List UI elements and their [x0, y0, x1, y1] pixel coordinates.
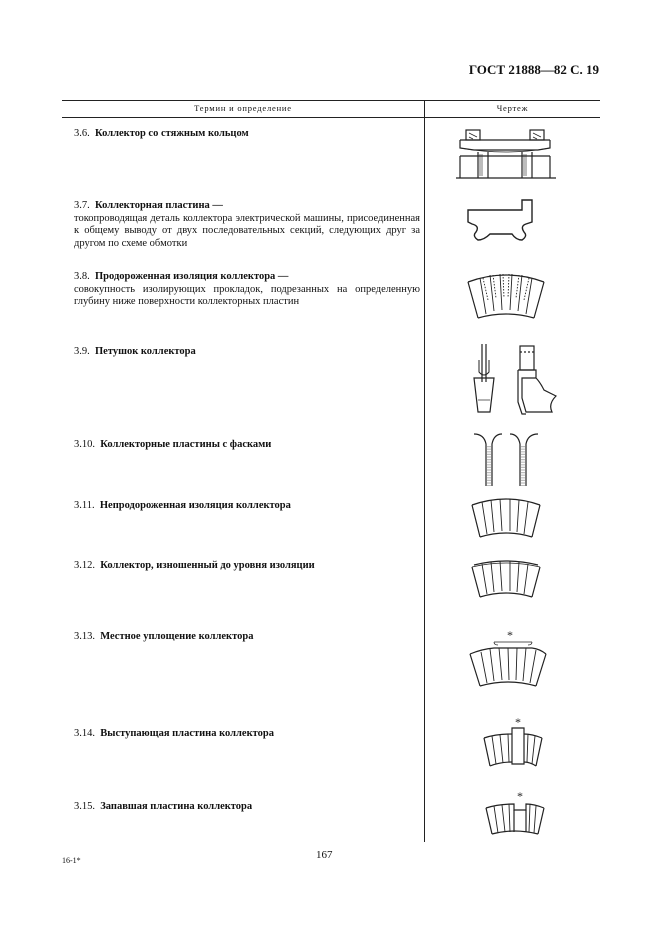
entry-3-14: [74, 728, 420, 741]
figure-protruding-plate: [456, 716, 556, 772]
entry-3-7: [74, 200, 420, 250]
table-header-rule: [62, 117, 600, 118]
entry-number: 3.9.: [74, 346, 90, 357]
figure-non-undercut-insulation: [456, 495, 556, 543]
entry-term: Коллектор со стяжным кольцом: [95, 128, 249, 139]
figure-commutator-riser: [456, 342, 566, 422]
figure-collector-plate: [456, 192, 556, 248]
entry-3-15: [74, 801, 420, 814]
entry-number: 3.13.: [74, 631, 95, 642]
page-number: 167: [316, 849, 333, 861]
sheet-mark: 16-1*: [62, 856, 81, 865]
entry-3-12: [74, 560, 420, 573]
figure-local-flattening: [456, 628, 556, 692]
entry-number: 3.15.: [74, 801, 95, 812]
entry-number: 3.7.: [74, 200, 90, 211]
entry-3-9: [74, 346, 420, 359]
asterisk-mark: *: [517, 789, 523, 803]
figure-chamfered-plates: [456, 430, 556, 488]
entry-term: Выступающая пластина коллектора: [100, 728, 274, 739]
figure-collector-clamp-ring: [456, 126, 556, 182]
entry-term: Петушок коллектора: [95, 346, 196, 357]
entry-term: Продороженная изоляция коллектора —: [95, 271, 289, 282]
table-column-divider: [424, 100, 425, 842]
entry-3-8: [74, 271, 420, 309]
entry-number: 3.11.: [74, 500, 95, 511]
document-reference: ГОСТ 21888—82 С. 19: [468, 62, 599, 77]
column-header-drawing: Чертеж: [496, 103, 529, 113]
entry-3-13: [74, 631, 420, 644]
entry-3-6: [74, 128, 420, 141]
entry-definition: токопроводящая деталь коллектора электрической машины, присоединенная к общему выводу от двух последовательных секций, следующих друг за другом по схеме обмотки: [74, 212, 420, 249]
entry-number: 3.8.: [74, 271, 90, 282]
entry-3-11: [74, 500, 420, 513]
entry-term: Коллектор, изношенный до уровня изоляции: [100, 560, 315, 571]
figure-undercut-insulation: [456, 270, 556, 326]
entry-number: 3.12.: [74, 560, 95, 571]
entry-term: Запавшая пластина коллектора: [100, 801, 253, 812]
entry-term: Непродороженная изоляция коллектора: [99, 500, 291, 511]
entry-term: Коллекторные пластины с фасками: [100, 439, 272, 450]
table-top-rule: [62, 100, 600, 101]
entry-3-10: [74, 439, 420, 452]
entry-term: Коллекторная пластина —: [95, 200, 223, 211]
entry-definition: совокупность изолирующих прокладок, подрезанных на определенную глубину ниже поверхности коллекторных пластин: [74, 283, 420, 307]
column-header-terms: Термин и определение: [194, 103, 292, 113]
asterisk-mark: *: [507, 628, 513, 642]
entry-number: 3.10.: [74, 439, 95, 450]
asterisk-mark: *: [515, 716, 521, 729]
entry-number: 3.14.: [74, 728, 95, 739]
entry-number: 3.6.: [74, 128, 90, 139]
entry-term: Местное уплощение коллектора: [100, 631, 254, 642]
figure-sunken-plate: [456, 788, 556, 838]
figure-worn-collector: [456, 555, 556, 603]
